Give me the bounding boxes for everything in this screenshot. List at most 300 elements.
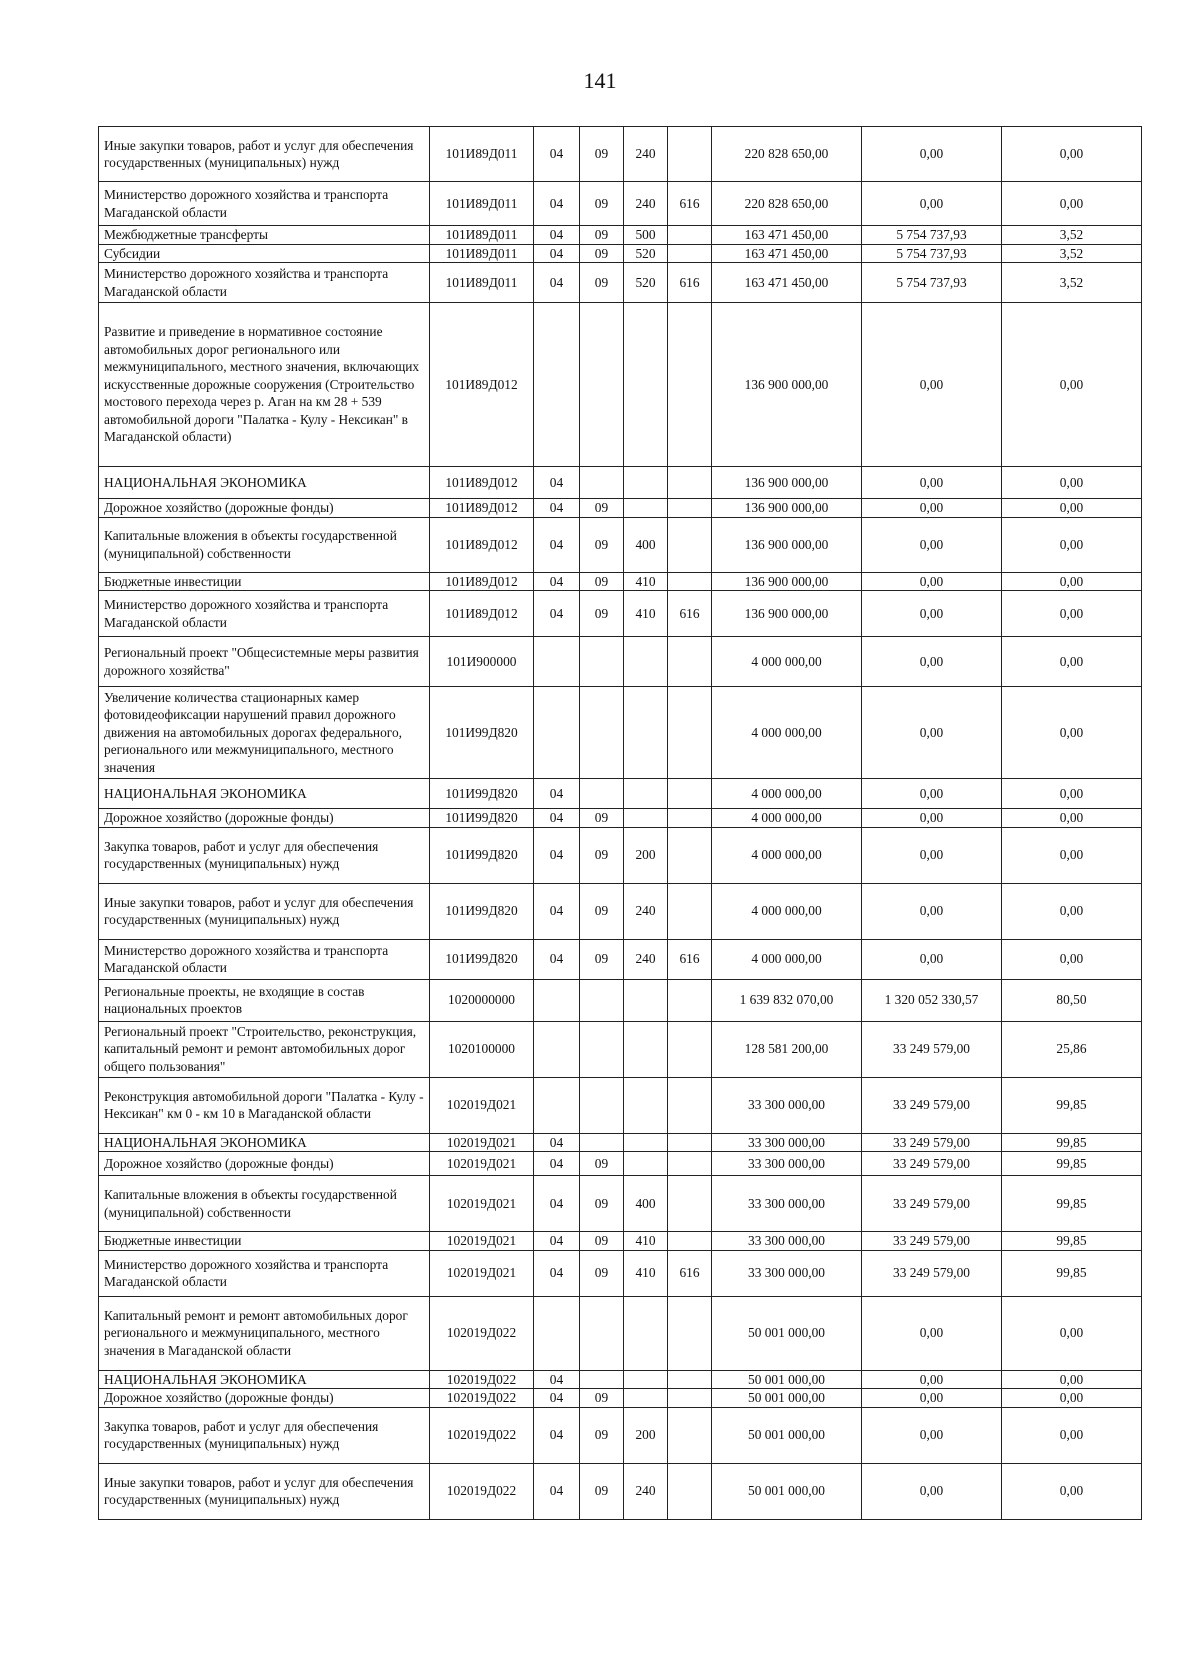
cell-expense-type: 400 [624,1176,668,1232]
cell-expense-type: 410 [624,572,668,591]
cell-actual-amount: 5 754 737,93 [862,226,1002,245]
cell-name: Реконструкция автомобильной дороги "Палатка - Кулу - Нексикан" км 0 - км 10 в Магаданской области [99,1077,430,1133]
cell-planned-amount: 136 900 000,00 [712,499,862,518]
cell-administrator [668,499,712,518]
cell-subsection [580,637,624,687]
table-row [99,182,1142,226]
cell-section: 04 [534,779,580,809]
cell-planned-amount: 4 000 000,00 [712,827,862,883]
cell-planned-amount: 4 000 000,00 [712,779,862,809]
cell-actual-amount: 33 249 579,00 [862,1021,1002,1077]
cell-actual-amount: 33 249 579,00 [862,1133,1002,1152]
cell-actual-amount: 0,00 [862,572,1002,591]
cell-expense-type: 240 [624,1463,668,1519]
cell-planned-amount: 4 000 000,00 [712,809,862,828]
table-row [99,1407,1142,1463]
cell-name: Субсидии [99,244,430,263]
cell-planned-amount: 33 300 000,00 [712,1250,862,1296]
cell-name: Увеличение количества стационарных камер фотовидеофиксации нарушений правил дорожного движения на автомобильных дорогах федерального, регионального или межмуниципального, местного значения [99,687,430,779]
cell-planned-amount: 128 581 200,00 [712,1021,862,1077]
cell-section: 04 [534,883,580,939]
cell-administrator [668,1021,712,1077]
cell-administrator [668,779,712,809]
cell-percent: 0,00 [1002,1389,1142,1408]
cell-subsection: 09 [580,517,624,572]
cell-administrator: 616 [668,939,712,979]
cell-section: 04 [534,1152,580,1176]
cell-section: 04 [534,127,580,182]
cell-expense-type: 200 [624,827,668,883]
cell-subsection: 09 [580,244,624,263]
cell-target-code: 101И99Д820 [430,939,534,979]
cell-percent: 25,86 [1002,1021,1142,1077]
cell-subsection [580,1021,624,1077]
cell-administrator [668,1152,712,1176]
cell-expense-type: 520 [624,244,668,263]
cell-section: 04 [534,263,580,303]
cell-section: 04 [534,467,580,499]
cell-subsection: 09 [580,809,624,828]
cell-section: 04 [534,827,580,883]
cell-expense-type: 410 [624,1232,668,1251]
cell-administrator [668,1232,712,1251]
table-row [99,1250,1142,1296]
cell-section: 04 [534,1407,580,1463]
cell-actual-amount: 0,00 [862,883,1002,939]
cell-planned-amount: 136 900 000,00 [712,467,862,499]
cell-subsection [580,1133,624,1152]
table-row [99,779,1142,809]
cell-expense-type [624,303,668,467]
cell-subsection: 09 [580,939,624,979]
cell-subsection: 09 [580,499,624,518]
cell-section [534,1077,580,1133]
cell-planned-amount: 136 900 000,00 [712,303,862,467]
cell-expense-type: 520 [624,263,668,303]
cell-target-code: 101И89Д012 [430,591,534,637]
cell-target-code: 102019Д022 [430,1389,534,1408]
cell-actual-amount: 0,00 [862,182,1002,226]
cell-section: 04 [534,1232,580,1251]
cell-target-code: 102019Д022 [430,1370,534,1389]
cell-name: Межбюджетные трансферты [99,226,430,245]
cell-planned-amount: 50 001 000,00 [712,1463,862,1519]
table-row [99,979,1142,1021]
table-row [99,883,1142,939]
budget-table [98,126,1142,1520]
cell-administrator [668,1407,712,1463]
cell-target-code: 101И99Д820 [430,687,534,779]
cell-target-code: 101И99Д820 [430,883,534,939]
cell-administrator [668,1389,712,1408]
table-row [99,263,1142,303]
cell-administrator: 616 [668,1250,712,1296]
cell-planned-amount: 1 639 832 070,00 [712,979,862,1021]
cell-percent: 99,85 [1002,1232,1142,1251]
cell-target-code: 101И89Д011 [430,244,534,263]
cell-subsection: 09 [580,572,624,591]
cell-planned-amount: 33 300 000,00 [712,1176,862,1232]
cell-target-code: 102019Д021 [430,1133,534,1152]
cell-section: 04 [534,1463,580,1519]
table-row [99,244,1142,263]
cell-subsection [580,303,624,467]
cell-planned-amount: 136 900 000,00 [712,572,862,591]
cell-actual-amount: 0,00 [862,779,1002,809]
table-row [99,637,1142,687]
cell-subsection: 09 [580,1176,624,1232]
budget-table-body [99,127,1142,1520]
page-number: 141 [583,68,617,93]
cell-expense-type [624,467,668,499]
cell-planned-amount: 220 828 650,00 [712,127,862,182]
cell-target-code: 101И89Д012 [430,572,534,591]
cell-subsection: 09 [580,1463,624,1519]
cell-administrator [668,687,712,779]
cell-section: 04 [534,939,580,979]
cell-section: 04 [534,499,580,518]
cell-actual-amount: 33 249 579,00 [862,1176,1002,1232]
cell-planned-amount: 4 000 000,00 [712,883,862,939]
cell-percent: 99,85 [1002,1250,1142,1296]
cell-planned-amount: 163 471 450,00 [712,244,862,263]
cell-name: Развитие и приведение в нормативное состояние автомобильных дорог регионального или межмуниципального, местного значения, включающих искусственные дорожные сооружения (Строительство мостового перехода через р. Аган на км 28 + 539 автомобильной дороги "Палатка - Кулу - Нексикан" в Магаданской области) [99,303,430,467]
cell-subsection: 09 [580,591,624,637]
cell-subsection [580,467,624,499]
cell-expense-type: 500 [624,226,668,245]
cell-administrator [668,226,712,245]
cell-subsection [580,1370,624,1389]
table-row [99,1370,1142,1389]
cell-administrator [668,244,712,263]
cell-expense-type [624,499,668,518]
cell-name: Региональные проекты, не входящие в состав национальных проектов [99,979,430,1021]
cell-percent: 0,00 [1002,939,1142,979]
cell-section: 04 [534,1133,580,1152]
cell-name: Иные закупки товаров, работ и услуг для обеспечения государственных (муниципальных) нужд [99,1463,430,1519]
cell-name: Министерство дорожного хозяйства и транспорта Магаданской области [99,939,430,979]
cell-section: 04 [534,1389,580,1408]
cell-section: 04 [534,1370,580,1389]
cell-name: Министерство дорожного хозяйства и транспорта Магаданской области [99,591,430,637]
table-row [99,1176,1142,1232]
cell-expense-type [624,809,668,828]
cell-name: Министерство дорожного хозяйства и транспорта Магаданской области [99,1250,430,1296]
cell-planned-amount: 50 001 000,00 [712,1407,862,1463]
cell-expense-type [624,1296,668,1370]
cell-actual-amount: 0,00 [862,499,1002,518]
cell-expense-type [624,1152,668,1176]
cell-actual-amount: 33 249 579,00 [862,1077,1002,1133]
cell-name: Закупка товаров, работ и услуг для обеспечения государственных (муниципальных) нужд [99,1407,430,1463]
cell-name: НАЦИОНАЛЬНАЯ ЭКОНОМИКА [99,1370,430,1389]
cell-administrator [668,1463,712,1519]
table-row [99,687,1142,779]
cell-actual-amount: 5 754 737,93 [862,263,1002,303]
cell-administrator [668,883,712,939]
cell-actual-amount: 0,00 [862,467,1002,499]
cell-target-code: 1020000000 [430,979,534,1021]
cell-target-code: 102019Д022 [430,1296,534,1370]
cell-section: 04 [534,572,580,591]
cell-percent: 80,50 [1002,979,1142,1021]
table-row [99,467,1142,499]
cell-subsection: 09 [580,1250,624,1296]
cell-section: 04 [534,809,580,828]
cell-actual-amount: 33 249 579,00 [862,1232,1002,1251]
table-row [99,939,1142,979]
cell-percent: 0,00 [1002,1370,1142,1389]
cell-percent: 0,00 [1002,517,1142,572]
cell-percent: 99,85 [1002,1176,1142,1232]
cell-section [534,303,580,467]
cell-actual-amount: 33 249 579,00 [862,1152,1002,1176]
cell-percent: 0,00 [1002,779,1142,809]
cell-planned-amount: 163 471 450,00 [712,263,862,303]
cell-subsection: 09 [580,1232,624,1251]
table-row [99,226,1142,245]
table-row [99,1077,1142,1133]
table-row [99,1389,1142,1408]
cell-administrator [668,127,712,182]
cell-target-code: 101И89Д011 [430,263,534,303]
cell-expense-type [624,1077,668,1133]
cell-target-code: 101И89Д011 [430,182,534,226]
cell-subsection [580,1296,624,1370]
cell-expense-type: 410 [624,591,668,637]
cell-percent: 0,00 [1002,827,1142,883]
cell-target-code: 101И900000 [430,637,534,687]
cell-planned-amount: 33 300 000,00 [712,1152,862,1176]
table-row [99,1152,1142,1176]
cell-name: Капитальный ремонт и ремонт автомобильных дорог регионального и межмуниципального, местного значения в Магаданской области [99,1296,430,1370]
cell-target-code: 101И89Д012 [430,517,534,572]
cell-target-code: 101И99Д820 [430,827,534,883]
cell-name: Бюджетные инвестиции [99,1232,430,1251]
table-row [99,809,1142,828]
cell-name: Дорожное хозяйство (дорожные фонды) [99,809,430,828]
cell-actual-amount: 0,00 [862,809,1002,828]
cell-percent: 99,85 [1002,1077,1142,1133]
cell-expense-type [624,1370,668,1389]
cell-actual-amount: 0,00 [862,687,1002,779]
cell-planned-amount: 163 471 450,00 [712,226,862,245]
cell-subsection: 09 [580,1407,624,1463]
cell-name: Иные закупки товаров, работ и услуг для обеспечения государственных (муниципальных) нужд [99,127,430,182]
cell-percent: 99,85 [1002,1133,1142,1152]
cell-section [534,1296,580,1370]
cell-expense-type [624,779,668,809]
cell-expense-type: 200 [624,1407,668,1463]
cell-target-code: 101И99Д820 [430,809,534,828]
cell-target-code: 1020100000 [430,1021,534,1077]
cell-planned-amount: 4 000 000,00 [712,687,862,779]
cell-expense-type: 240 [624,883,668,939]
cell-percent: 0,00 [1002,1463,1142,1519]
cell-administrator: 616 [668,263,712,303]
cell-percent: 0,00 [1002,303,1142,467]
cell-name: Региональный проект "Строительство, реконструкция, капитальный ремонт и ремонт автомобильных дорог общего пользования" [99,1021,430,1077]
cell-planned-amount: 136 900 000,00 [712,591,862,637]
cell-planned-amount: 4 000 000,00 [712,637,862,687]
cell-administrator [668,572,712,591]
cell-administrator [668,1077,712,1133]
cell-planned-amount: 50 001 000,00 [712,1370,862,1389]
cell-expense-type [624,1021,668,1077]
cell-expense-type: 240 [624,939,668,979]
cell-actual-amount: 0,00 [862,939,1002,979]
cell-target-code: 102019Д022 [430,1463,534,1519]
cell-percent: 0,00 [1002,467,1142,499]
table-row [99,1021,1142,1077]
cell-expense-type: 400 [624,517,668,572]
cell-name: Закупка товаров, работ и услуг для обеспечения государственных (муниципальных) нужд [99,827,430,883]
cell-expense-type [624,1389,668,1408]
cell-subsection: 09 [580,827,624,883]
cell-subsection: 09 [580,883,624,939]
cell-administrator [668,809,712,828]
cell-administrator [668,517,712,572]
cell-administrator [668,637,712,687]
table-row [99,303,1142,467]
cell-actual-amount: 5 754 737,93 [862,244,1002,263]
cell-actual-amount: 33 249 579,00 [862,1250,1002,1296]
cell-subsection: 09 [580,1152,624,1176]
cell-percent: 3,52 [1002,263,1142,303]
cell-percent: 0,00 [1002,883,1142,939]
cell-target-code: 102019Д021 [430,1250,534,1296]
cell-actual-amount: 0,00 [862,127,1002,182]
cell-expense-type: 410 [624,1250,668,1296]
cell-section: 04 [534,182,580,226]
cell-target-code: 101И89Д012 [430,467,534,499]
cell-target-code: 101И89Д011 [430,127,534,182]
cell-planned-amount: 220 828 650,00 [712,182,862,226]
cell-target-code: 102019Д021 [430,1176,534,1232]
cell-name: Министерство дорожного хозяйства и транспорта Магаданской области [99,263,430,303]
cell-administrator [668,1296,712,1370]
cell-percent: 0,00 [1002,591,1142,637]
cell-actual-amount: 0,00 [862,1389,1002,1408]
cell-administrator: 616 [668,182,712,226]
table-row [99,1296,1142,1370]
cell-actual-amount: 0,00 [862,303,1002,467]
cell-section: 04 [534,226,580,245]
cell-target-code: 101И89Д012 [430,303,534,467]
cell-administrator [668,1133,712,1152]
cell-percent: 0,00 [1002,687,1142,779]
cell-planned-amount: 50 001 000,00 [712,1389,862,1408]
cell-name: НАЦИОНАЛЬНАЯ ЭКОНОМИКА [99,467,430,499]
cell-planned-amount: 50 001 000,00 [712,1296,862,1370]
cell-planned-amount: 136 900 000,00 [712,517,862,572]
table-row [99,127,1142,182]
cell-name: Иные закупки товаров, работ и услуг для обеспечения государственных (муниципальных) нужд [99,883,430,939]
cell-name: НАЦИОНАЛЬНАЯ ЭКОНОМИКА [99,1133,430,1152]
cell-expense-type: 240 [624,127,668,182]
cell-target-code: 101И89Д012 [430,499,534,518]
cell-name: Капитальные вложения в объекты государственной (муниципальной) собственности [99,517,430,572]
cell-target-code: 102019Д021 [430,1232,534,1251]
cell-planned-amount: 33 300 000,00 [712,1077,862,1133]
cell-section [534,637,580,687]
cell-planned-amount: 33 300 000,00 [712,1133,862,1152]
cell-section: 04 [534,591,580,637]
cell-section: 04 [534,1250,580,1296]
cell-actual-amount: 0,00 [862,1370,1002,1389]
cell-section [534,979,580,1021]
cell-percent: 0,00 [1002,1407,1142,1463]
table-row [99,1232,1142,1251]
cell-percent: 0,00 [1002,127,1142,182]
cell-target-code: 102019Д021 [430,1077,534,1133]
cell-expense-type [624,637,668,687]
cell-actual-amount: 0,00 [862,1296,1002,1370]
cell-subsection: 09 [580,263,624,303]
cell-name: Дорожное хозяйство (дорожные фонды) [99,1389,430,1408]
cell-name: НАЦИОНАЛЬНАЯ ЭКОНОМИКА [99,779,430,809]
cell-name: Дорожное хозяйство (дорожные фонды) [99,499,430,518]
cell-section: 04 [534,517,580,572]
table-row [99,1133,1142,1152]
table-row [99,572,1142,591]
cell-percent: 0,00 [1002,572,1142,591]
cell-target-code: 102019Д021 [430,1152,534,1176]
table-row [99,827,1142,883]
table-row [99,1463,1142,1519]
cell-target-code: 102019Д022 [430,1407,534,1463]
cell-administrator: 616 [668,591,712,637]
cell-actual-amount: 0,00 [862,517,1002,572]
cell-section [534,1021,580,1077]
cell-name: Министерство дорожного хозяйства и транспорта Магаданской области [99,182,430,226]
cell-actual-amount: 0,00 [862,637,1002,687]
cell-planned-amount: 4 000 000,00 [712,939,862,979]
cell-section: 04 [534,1176,580,1232]
cell-name: Капитальные вложения в объекты государственной (муниципальной) собственности [99,1176,430,1232]
table-row [99,591,1142,637]
cell-name: Дорожное хозяйство (дорожные фонды) [99,1152,430,1176]
cell-subsection [580,779,624,809]
cell-expense-type: 240 [624,182,668,226]
cell-percent: 0,00 [1002,499,1142,518]
cell-subsection [580,979,624,1021]
cell-percent: 0,00 [1002,809,1142,828]
cell-subsection [580,687,624,779]
table-row [99,499,1142,518]
cell-expense-type [624,1133,668,1152]
cell-actual-amount: 0,00 [862,1407,1002,1463]
cell-section [534,687,580,779]
cell-target-code: 101И99Д820 [430,779,534,809]
cell-subsection: 09 [580,127,624,182]
cell-percent: 0,00 [1002,182,1142,226]
cell-percent: 3,52 [1002,244,1142,263]
cell-subsection: 09 [580,226,624,245]
cell-name: Региональный проект "Общесистемные меры развития дорожного хозяйства" [99,637,430,687]
cell-administrator [668,979,712,1021]
cell-target-code: 101И89Д011 [430,226,534,245]
cell-percent: 99,85 [1002,1152,1142,1176]
cell-expense-type [624,687,668,779]
cell-expense-type [624,979,668,1021]
cell-name: Бюджетные инвестиции [99,572,430,591]
cell-administrator [668,1370,712,1389]
table-row [99,517,1142,572]
cell-actual-amount: 0,00 [862,827,1002,883]
cell-percent: 3,52 [1002,226,1142,245]
cell-subsection: 09 [580,182,624,226]
